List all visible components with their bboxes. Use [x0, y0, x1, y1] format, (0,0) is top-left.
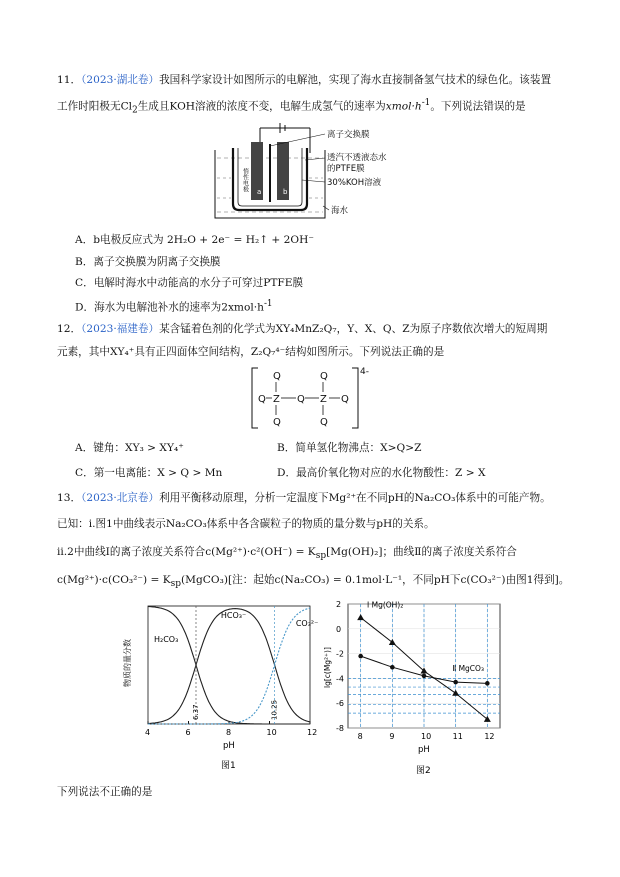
series-line-2 [148, 608, 310, 724]
y-axis-label: 物质的量分数 [123, 639, 132, 687]
q13-tail: 下列说法不正确的是 [57, 786, 153, 798]
label-seawater: 海水 [331, 206, 349, 216]
q11-option-c: C．电解时海水中动能高的水分子可穿过PTFE膜 [75, 277, 304, 289]
data-point-Ⅱ [422, 674, 427, 679]
x-tick-label: 6 [185, 728, 191, 737]
y-tick-label: -8 [336, 724, 344, 733]
q12-option-a: A．键角：XY₃ > XY₄⁺ [75, 442, 184, 454]
label-ptfe2: 的PTFE膜 [327, 164, 365, 174]
label-a: a [257, 188, 262, 196]
svg-text:Q: Q [320, 371, 328, 382]
x-tick-label: 4 [145, 728, 151, 737]
figure-caption: 图1 [221, 761, 236, 771]
series-label-I: Ⅰ Mg(OH)₂ [367, 600, 404, 610]
series-label-0: H₂CO₃ [154, 635, 179, 644]
q13-line4: $c(Mg^{2+})\cdot c(CO_3^{2-}) = K_{sp}(MgCO_3)$[注：起始c(Na₂CO₃) = 0.1mol·L⁻¹，不同pH下c(CO₃²⁻)由图1得到]。 [57, 574, 570, 590]
q11-option-a: A．b电极反应式为 2H₂O + 2e⁻ = H₂↑ + 2OH⁻ [75, 234, 314, 246]
series-label-1: HCO₃⁻ [220, 611, 247, 620]
svg-text:Q: Q [320, 417, 328, 428]
y-tick-label: 0 [336, 624, 342, 634]
q13-line1: 13．（2023·北京卷）利用平衡移动原理，分析一定温度下Mg²⁺在不同pH的Na₂CO₃体系中的可能产物。 [57, 492, 551, 504]
x-tick-label: 9 [389, 732, 395, 741]
q12-source: （2023·福建卷） [81, 323, 160, 335]
svg-text:Q: Q [273, 417, 281, 428]
svg-text:Q: Q [273, 371, 281, 382]
svg-text:Q: Q [341, 394, 349, 405]
z-atom-2: Z [320, 394, 327, 405]
svg-text:Q: Q [258, 394, 266, 405]
y-tick-label: 2 [336, 600, 342, 609]
y-tick-label: -4 [336, 674, 344, 684]
q12-option-c: C．第一电离能：X > Q > Mn [75, 467, 223, 479]
x-tick-label: 12 [307, 728, 318, 737]
x-tick-label: 11 [452, 732, 463, 741]
x-tick-label: 10 [266, 728, 277, 737]
q11-line2: 工作时阳极无$Cl_2$生成且KOH溶液的浓度不变，电解生成氢气的速率为$xmol\cdot h^{-1}$。下列说法错误的是 [57, 98, 526, 116]
label-b: b [283, 188, 288, 196]
y-tick-label: -6 [336, 699, 344, 709]
q11-option-b: B．离子交换膜为阴离子交换膜 [75, 256, 221, 268]
label-ptfe: 透汽不透液态水 [327, 153, 387, 163]
figure-1-chart [118, 600, 318, 778]
q11-option-d: D．海水为电解池补水的速率为$2xmol\cdot h^{-1}$ [75, 299, 273, 314]
y-axis-label: lg[c(Mg²⁺)] [323, 647, 332, 688]
figure-2-chart [322, 596, 512, 778]
series-label-2: CO₃²⁻ [295, 619, 318, 628]
x-tick-label: 10 [421, 732, 432, 741]
label-koh: 30%KOH溶液 [327, 178, 382, 188]
q13-line2: 已知：i.图1中曲线表示Na₂CO₃体系中各含碳粒子的物质的量分数与pH的关系。 [57, 518, 435, 530]
series-label-II: Ⅱ MgCO₃ [452, 663, 484, 673]
q12-line2: 元素，其中XY₄⁺具有正四面体空间结构，Z₂Q₇⁴⁻结构如图所示。下列说法正确的是 [57, 346, 445, 358]
pka-label: 10.25 [270, 699, 279, 720]
charge-label: 4- [360, 367, 369, 377]
q11-electrolysis-diagram [205, 118, 435, 228]
x-tick-label: 8 [357, 732, 363, 741]
data-point-Ⅱ [358, 654, 363, 659]
data-point-Ⅰ [389, 639, 396, 645]
svg-text:Q: Q [297, 394, 305, 405]
q13-line3: ii.2中曲线Ⅰ的离子浓度关系符合$c(Mg^{2+})\cdot c^2(OH^-) = K_{sp}[Mg(OH)_2]$；曲线Ⅱ的离子浓度关系符合 [57, 546, 517, 562]
series-line-1 [148, 609, 310, 724]
z-atom-1: Z [273, 394, 280, 405]
label-membrane: 离子交换膜 [327, 130, 370, 140]
data-point-Ⅱ [390, 665, 395, 670]
x-axis-label: pH [223, 741, 235, 751]
series-line-0 [148, 607, 310, 725]
y-tick-label: -2 [336, 649, 344, 659]
x-tick-label: 8 [226, 728, 232, 737]
figure-caption: 图2 [416, 766, 431, 776]
q11-source: （2023·湖北卷） [81, 74, 160, 86]
pka-label: 6.37 [191, 704, 200, 720]
q13-source: （2023·北京卷） [81, 492, 160, 504]
q12-structure-diagram [246, 364, 376, 432]
data-point-Ⅰ [452, 690, 459, 696]
data-point-Ⅱ [453, 680, 458, 685]
plot-frame [148, 606, 310, 724]
q12-line1: 12．（2023·福建卷）某含锰着色剂的化学式为XY₄MnZ₂Q₇，Y、X、Q、Z为原子序数依次增大的短周期 [57, 323, 548, 335]
q11-line1: 11．（2023·湖北卷）我国科学家设计如图所示的电解池，实现了海水直接制备氢气技术的绿色化。该装置 [57, 74, 552, 86]
data-point-Ⅱ [485, 681, 490, 686]
q12-option-d: D．最高价氧化物对应的水化物酸性：Z > X [277, 467, 486, 479]
q12-option-b: B．简单氢化物沸点：X>Q>Z [277, 442, 422, 454]
electrode-a-label: 惰性电极 [241, 168, 249, 192]
x-tick-label: 12 [484, 732, 495, 741]
data-point-Ⅰ [357, 614, 364, 620]
x-axis-label: pH [418, 745, 430, 755]
